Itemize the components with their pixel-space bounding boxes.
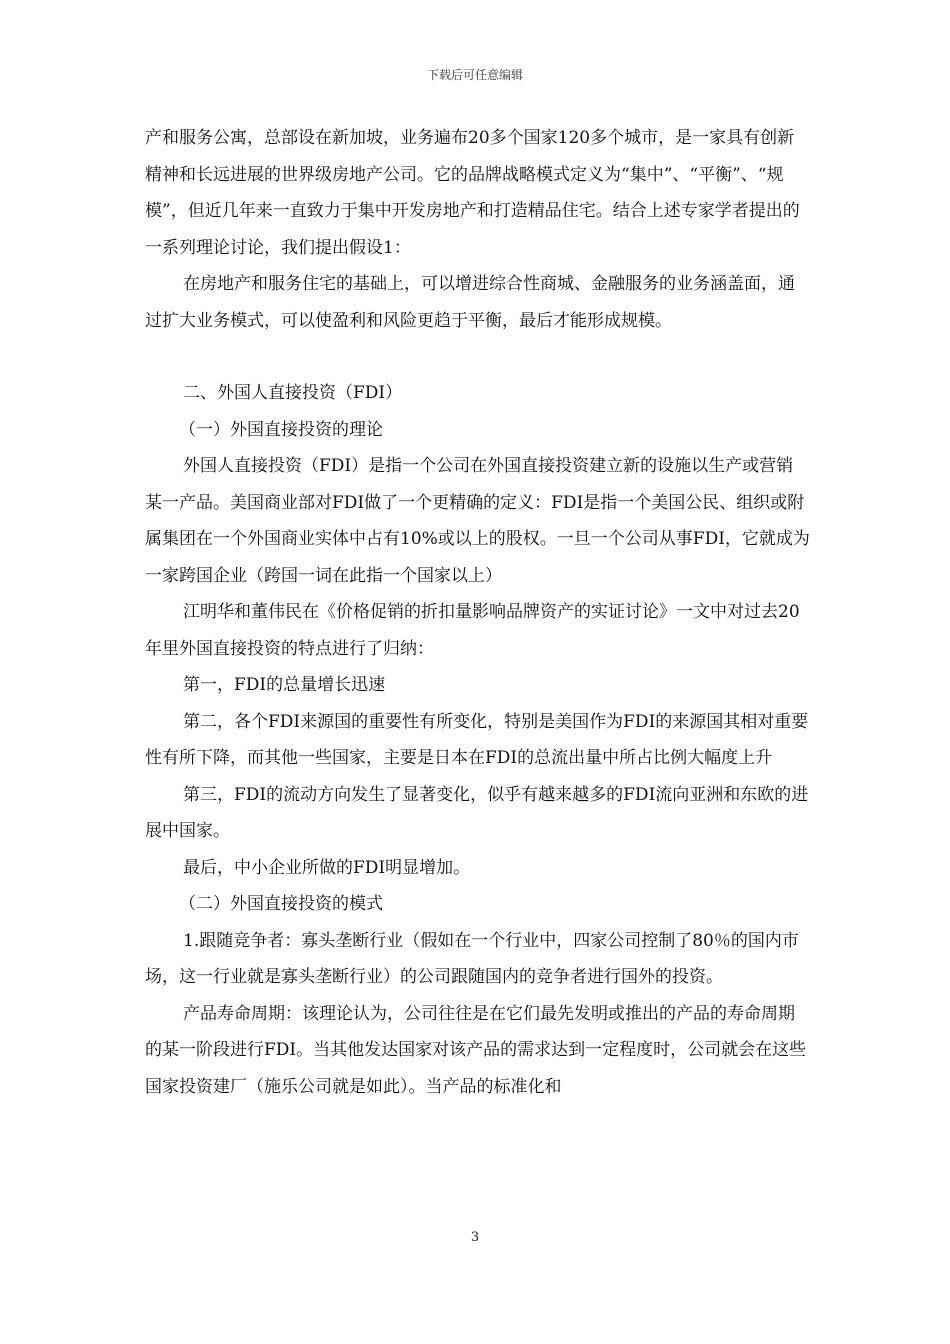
list-item: 第二，各个FDI来源国的重要性有所变化，特别是美国作为FDI的来源国其相对重要性有所下降，而其他一些国家，主要是日本在FDI的总流出量中所占比例大幅度上升: [145, 711, 809, 768]
list-item: 第一，FDI的总量增长迅速: [183, 675, 386, 695]
paragraph: 产品寿命周期：该理论认为，公司往往是在它们最先发明或推出的产品的寿命周期的某一阶段进行FDI。当其他发达国家对该产品的需求达到一定程度时，公司就会在这些国家投资建厂（施乐公司就是如此）。当产品的标准化和: [145, 1003, 807, 1097]
hypothesis-paragraph: 在房地产和服务住宅的基础上，可以增进综合性商城、金融服务的业务涵盖面，通过扩大业务模式，可以使盈利和风险更趋于平衡，最后才能形成规模。: [145, 274, 795, 331]
section-heading: 二、外国人直接投资（FDI）: [183, 383, 403, 403]
page-header: 下载后可任意编辑: [426, 68, 523, 82]
paragraph: 1.跟随竞争者：寡头垄断行业（假如在一个行业中，四家公司控制了80％的国内市场，这一行业就是寡头垄断行业）的公司跟随国内的竞争者进行国外的投资。: [145, 930, 799, 987]
paragraph-continued: 产和服务公寓，总部设在新加坡，业务遍布20多个国家120多个城市，是一家具有创新精神和长远进展的世界级房地产公司。它的品牌战略模式定义为“集中”、“平衡”、“规模”，但近几年来一直致力于集中开发房地产和打造精品住宅。结合上述专家学者提出的一系列理论讨论，我们提出假设1：: [145, 128, 800, 258]
list-item: 最后，中小企业所做的FDI明显增加。: [183, 857, 471, 878]
page-number: 3: [470, 1230, 480, 1245]
subsection-heading: （二）外国直接投资的模式: [179, 894, 383, 914]
subsection-heading: （一）外国直接投资的理论: [179, 419, 383, 440]
paragraph: 江明华和董伟民在《价格促销的折扣量影响品牌资产的实证讨论》一文中对过去20年里外国直接投资的特点进行了归纳：: [145, 602, 800, 659]
list-item: 第三，FDI的流动方向发生了显著变化，似乎有越来越多的FDI流向亚洲和东欧的进展中国家。: [145, 784, 809, 841]
paragraph-spacer: [145, 339, 810, 375]
paragraph: 外国人直接投资（FDI）是指一个公司在外国直接投资建立新的设施以生产或营销某一产品。美国商业部对FDI做了一个更精确的定义：FDI是指一个美国公民、组织或附属集团在一个外国商业实体中占有10%或以上的股权。一旦一个公司从事FDI，它就成为一家跨国企业（跨国一词在此指一个国家以上）: [145, 456, 810, 586]
document-body: [145, 120, 810, 1105]
